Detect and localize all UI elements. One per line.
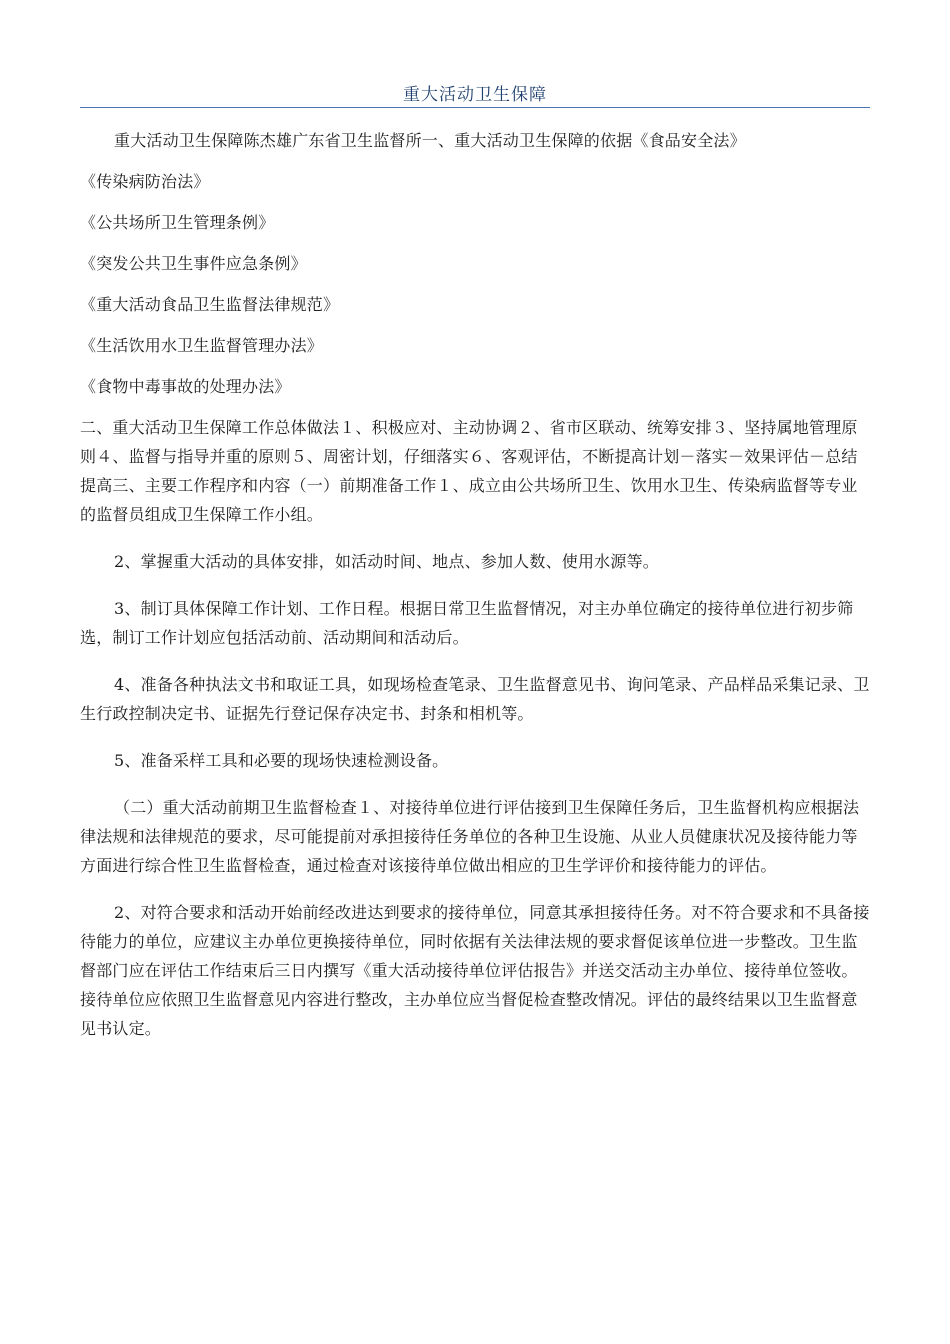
item-2-paragraph: 2、掌握重大活动的具体安排，如活动时间、地点、参加人数、使用水源等。 (114, 552, 659, 571)
section-2-paragraph: 二、重大活动卫生保障工作总体做法１、积极应对、主动协调２、省市区联动、统筹安排３、坚持属地管理原则４、监督与指导并重的原则５、周密计划，仔细落实６、客观评估，不断提高计划－落实－效果评估－总结提高三、主要工作程序和内容（一）前期准备工作１、成立由公共场所卫生、饮用水卫生、传染病监督等专业的监督员组成卫生保障工作小组。 (80, 418, 858, 524)
document-body (80, 126, 870, 1043)
law-item-1: 《传染病防治法》 (80, 172, 210, 191)
item-3-paragraph: 3、制订具体保障工作计划、工作日程。根据日常卫生监督情况，对主办单位确定的接待单位进行初步筛选，制订工作计划应包括活动前、活动期间和活动后。 (80, 599, 854, 647)
law-item-2: 《公共场所卫生管理条例》 (80, 213, 275, 232)
item-5-paragraph: 5、准备采样工具和必要的现场快速检测设备。 (114, 751, 449, 770)
section-2-2-paragraph: （二）重大活动前期卫生监督检查１、对接待单位进行评估接到卫生保障任务后，卫生监督机构应根据法律法规和法律规范的要求，尽可能提前对承担接待任务单位的各种卫生设施、从业人员健康状况及接待能力等方面进行综合性卫生监督检查，通过检查对该接待单位做出相应的卫生学评价和接待能力的评估。 (80, 798, 860, 875)
law-item-5: 《生活饮用水卫生监督管理办法》 (80, 336, 324, 355)
law-item-3: 《突发公共卫生事件应急条例》 (80, 254, 307, 273)
evaluation-paragraph: 2、对符合要求和活动开始前经改进达到要求的接待单位，同意其承担接待任务。对不符合要求和不具备接待能力的单位，应建议主办单位更换接待单位，同时依据有关法律法规的要求督促该单位进一步整改。卫生监督部门应在评估工作结束后三日内撰写《重大活动接待单位评估报告》并送交活动主办单位、接待单位签收。接待单位应依照卫生监督意见内容进行整改，主办单位应当督促检查整改情况。评估的最终结果以卫生监督意见书认定。 (80, 903, 870, 1038)
header-divider (80, 107, 870, 108)
page-header-title: 重大活动卫生保障 (403, 85, 547, 105)
intro-paragraph: 重大活动卫生保障陈杰雄广东省卫生监督所一、重大活动卫生保障的依据《食品安全法》 (114, 131, 746, 150)
law-item-6: 《食物中毒事故的处理办法》 (80, 377, 291, 396)
law-item-4: 《重大活动食品卫生监督法律规范》 (80, 295, 340, 314)
item-4-paragraph: 4、准备各种执法文书和取证工具，如现场检查笔录、卫生监督意见书、询问笔录、产品样品采集记录、卫生行政控制决定书、证据先行登记保存决定书、封条和相机等。 (80, 675, 870, 723)
